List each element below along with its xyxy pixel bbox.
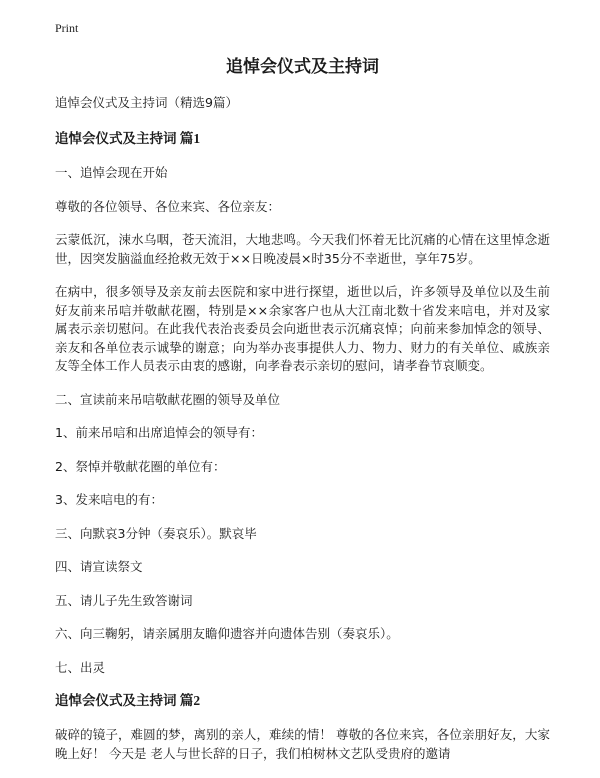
- paragraph: 三、向默哀3分钟（奏哀乐）。默哀毕: [55, 525, 257, 541]
- paragraph: 六、向三鞠躬，请亲属朋友瞻仰遗容并向遗体告别（奏哀乐）。: [55, 626, 399, 641]
- paragraph: 3、发来唁电的有：: [55, 492, 163, 507]
- document: [55, 50, 550, 778]
- section-heading: 追悼会仪式及主持词 篇1: [55, 131, 201, 146]
- paragraph: 破碎的镜子，难圆的梦，离别的亲人，难续的情！ 尊敬的各位来宾，各位亲朋好友，大家晚上好！ 今天是 老人与世长辞的日子，我们柏树林文艺队受贵府的邀请: [55, 727, 550, 761]
- paragraph: 二、宣读前来吊唁敬献花圈的领导及单位: [55, 391, 281, 407]
- print-link[interactable]: Print: [55, 21, 79, 35]
- paragraph: 云蒙低沉，涑水乌咽，苍天流泪，大地悲鸣。今天我们怀着无比沉痛的心情在这里悼念逝世，因突发脑溢血经抢救无效于××日晚凌晨×时35分不幸逝世，享年75岁。: [55, 232, 550, 266]
- paragraph: 七、出灵: [55, 659, 106, 675]
- paragraph: 尊敬的各位领导、各位来宾、各位亲友：: [55, 198, 281, 214]
- paragraph: 1、前来吊唁和出席追悼会的领导有：: [55, 425, 263, 440]
- paragraph: 2、祭悼并敬献花圈的单位有：: [55, 458, 226, 474]
- document-subtitle: 追悼会仪式及主持词（精选9篇）: [55, 95, 238, 110]
- paragraph: 一、追悼会现在开始: [55, 165, 168, 180]
- paragraph: 四、请宣读祭文: [55, 559, 143, 574]
- paragraph: 五、请儿子先生致答谢词: [55, 592, 193, 608]
- paragraph: 在病中，很多领导及亲友前去医院和家中进行探望，逝世以后，许多领导及单位以及生前好友前来吊唁并敬献花圈，特别是××余家客户也从大江南北数十省发来唁电，并对及家属表示亲切慰问。在此我代表治丧委员会向逝世表示沉痛哀悼；向前来参加悼念的领导、亲友和各单位表示诚挚的谢意；向为举办丧事提供人力、物力、财力的有关单位、戚族亲友等全体工作人员表示由衷的感谢，向孝眷表示亲切的慰问，请孝眷节哀顺变。: [55, 284, 550, 373]
- page-title: 追悼会仪式及主持词: [226, 57, 379, 77]
- section-heading: 追悼会仪式及主持词 篇2: [55, 693, 201, 708]
